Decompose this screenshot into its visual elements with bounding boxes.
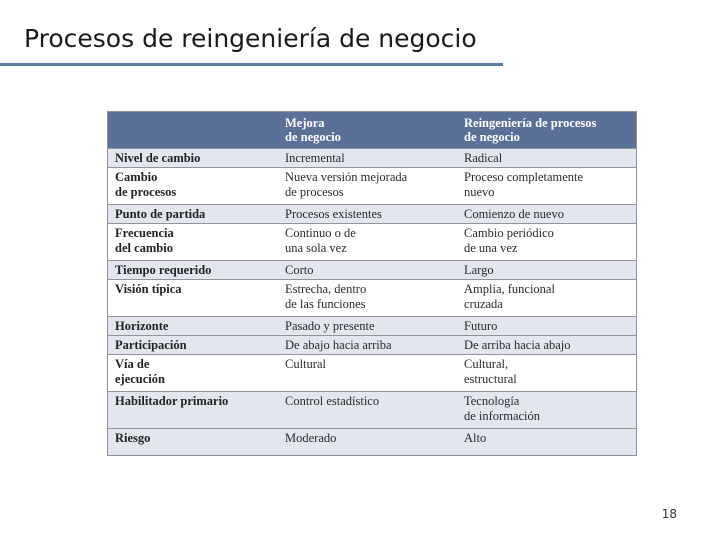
mejora-cell: Nueva versión mejorada de procesos bbox=[278, 168, 457, 205]
header-cell-mejora: Mejora de negocio bbox=[278, 112, 457, 149]
reingenieria-cell: Cultural, estructural bbox=[457, 355, 636, 392]
mejora-cell: Control estadístico bbox=[278, 392, 457, 429]
table-row bbox=[108, 317, 636, 336]
row-label: Vía de ejecución bbox=[108, 355, 278, 392]
reingenieria-cell: Tecnología de información bbox=[457, 392, 636, 429]
reingenieria-cell: Proceso completamente nuevo bbox=[457, 168, 636, 205]
table-header-row bbox=[108, 112, 636, 149]
reingenieria-cell: De arriba hacia abajo bbox=[457, 336, 636, 355]
table-row bbox=[108, 355, 636, 392]
mejora-cell: Pasado y presente bbox=[278, 317, 457, 336]
header-cell-reingenieria: Reingeniería de procesos de negocio bbox=[457, 112, 636, 149]
page-number: 18 bbox=[661, 507, 677, 521]
table-row bbox=[108, 205, 636, 224]
mejora-cell: Procesos existentes bbox=[278, 205, 457, 224]
mejora-cell: Cultural bbox=[278, 355, 457, 392]
table-row bbox=[108, 392, 636, 429]
mejora-cell: Continuo o de una sola vez bbox=[278, 224, 457, 261]
row-label: Frecuencia del cambio bbox=[108, 224, 278, 261]
reingenieria-cell: Cambio periódico de una vez bbox=[457, 224, 636, 261]
row-label: Punto de partida bbox=[108, 205, 278, 224]
table-row bbox=[108, 149, 636, 168]
row-label: Cambio de procesos bbox=[108, 168, 278, 205]
reingenieria-cell: Amplia, funcional cruzada bbox=[457, 280, 636, 317]
header-cell-empty bbox=[108, 112, 278, 149]
row-label: Habilitador primario bbox=[108, 392, 278, 429]
reingenieria-cell: Largo bbox=[457, 261, 636, 280]
reingenieria-cell: Futuro bbox=[457, 317, 636, 336]
mejora-cell: Corto bbox=[278, 261, 457, 280]
row-label: Participación bbox=[108, 336, 278, 355]
row-label: Tiempo requerido bbox=[108, 261, 278, 280]
row-label: Visión típica bbox=[108, 280, 278, 317]
title-underline bbox=[0, 63, 503, 66]
table-row bbox=[108, 280, 636, 317]
row-label: Nivel de cambio bbox=[108, 149, 278, 168]
mejora-cell: Moderado bbox=[278, 429, 457, 455]
table-row bbox=[108, 224, 636, 261]
mejora-cell: Incremental bbox=[278, 149, 457, 168]
comparison-table bbox=[107, 111, 637, 456]
row-label: Horizonte bbox=[108, 317, 278, 336]
table-row bbox=[108, 336, 636, 355]
reingenieria-cell: Comienzo de nuevo bbox=[457, 205, 636, 224]
slide-title: Procesos de reingeniería de negocio bbox=[24, 24, 477, 53]
row-label: Riesgo bbox=[108, 429, 278, 455]
reingenieria-cell: Radical bbox=[457, 149, 636, 168]
mejora-cell: Estrecha, dentro de las funciones bbox=[278, 280, 457, 317]
table-row bbox=[108, 261, 636, 280]
table-row bbox=[108, 429, 636, 455]
mejora-cell: De abajo hacia arriba bbox=[278, 336, 457, 355]
table-row bbox=[108, 168, 636, 205]
reingenieria-cell: Alto bbox=[457, 429, 636, 455]
